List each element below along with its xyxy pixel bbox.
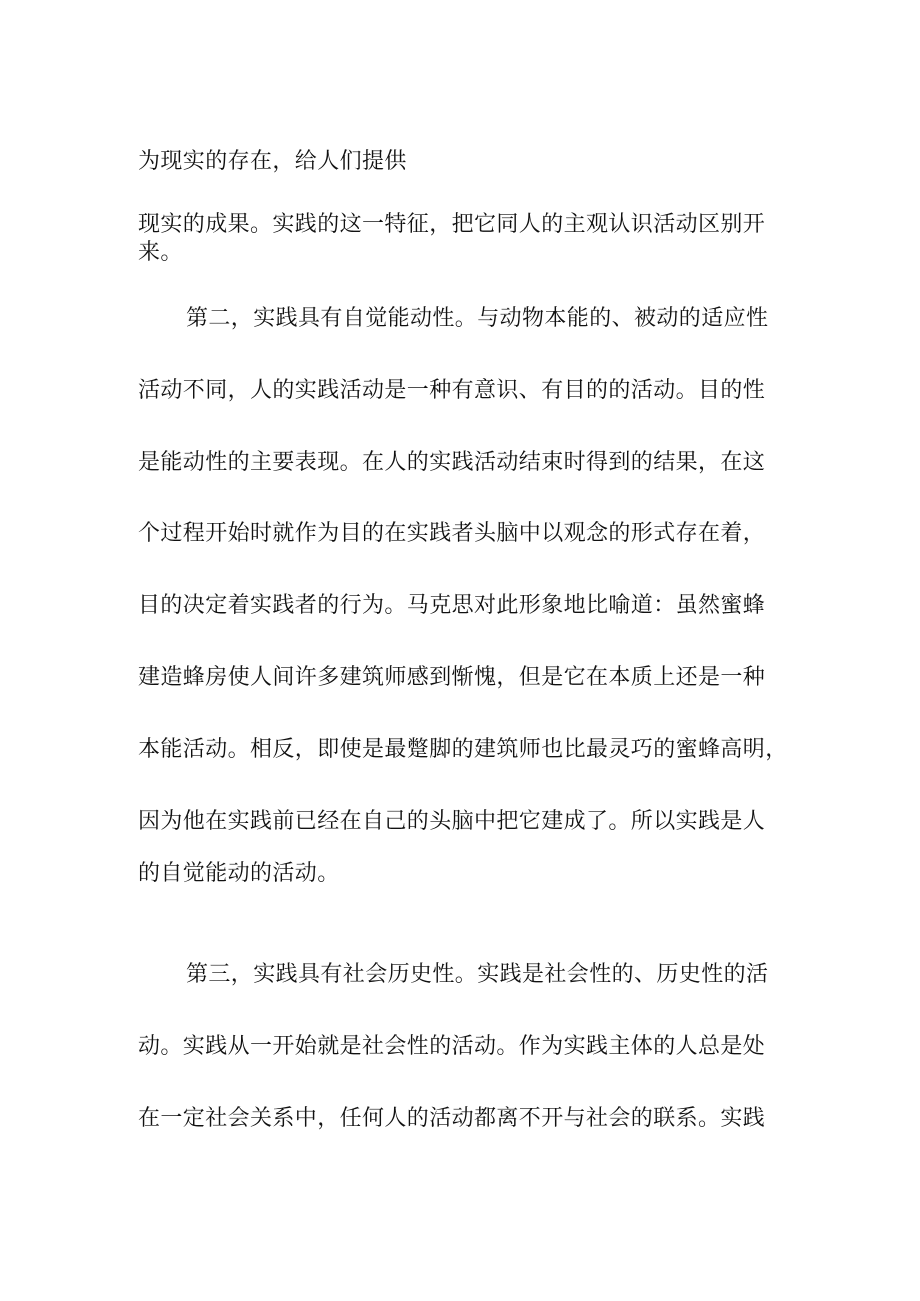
text-line: 现实的成果。实践的这一特征，把它同人的主观认识活动区别开 <box>138 212 766 237</box>
text-line: 为现实的存在，给人们提供 <box>138 149 407 174</box>
text-line: 目的决定着实践者的行为。马克思对此形象地比喻道：虽然蜜蜂 <box>138 593 766 618</box>
paragraph-start-line: 第三，实践具有社会历史性。实践是社会性的、历史性的活 <box>186 962 769 987</box>
text-line: 活动不同，人的实践活动是一种有意识、有目的的活动。目的性 <box>138 378 766 403</box>
text-line: 来。 <box>138 240 183 265</box>
text-line: 因为他在实践前已经在自己的头脑中把它建成了。所以实践是人 <box>138 809 766 834</box>
text-line: 个过程开始时就作为目的在实践者头脑中以观念的形式存在着， <box>138 521 766 546</box>
text-line: 的自觉能动的活动。 <box>138 861 340 886</box>
text-line: 是能动性的主要表现。在人的实践活动结束时得到的结果，在这 <box>138 450 766 475</box>
text-line: 建造蜂房使人间许多建筑师感到惭愧，但是它在本质上还是一种 <box>138 665 766 690</box>
text-line: 在一定社会关系中，任何人的活动都离不开与社会的联系。实践 <box>138 1106 766 1131</box>
text-line: 本能活动。相反，即使是最蹩脚的建筑师也比最灵巧的蜜蜂高明， <box>138 737 788 762</box>
paragraph-start-line: 第二，实践具有自觉能动性。与动物本能的、被动的适应性 <box>186 306 769 331</box>
text-line: 动。实践从一开始就是社会性的活动。作为实践主体的人总是处 <box>138 1034 766 1059</box>
